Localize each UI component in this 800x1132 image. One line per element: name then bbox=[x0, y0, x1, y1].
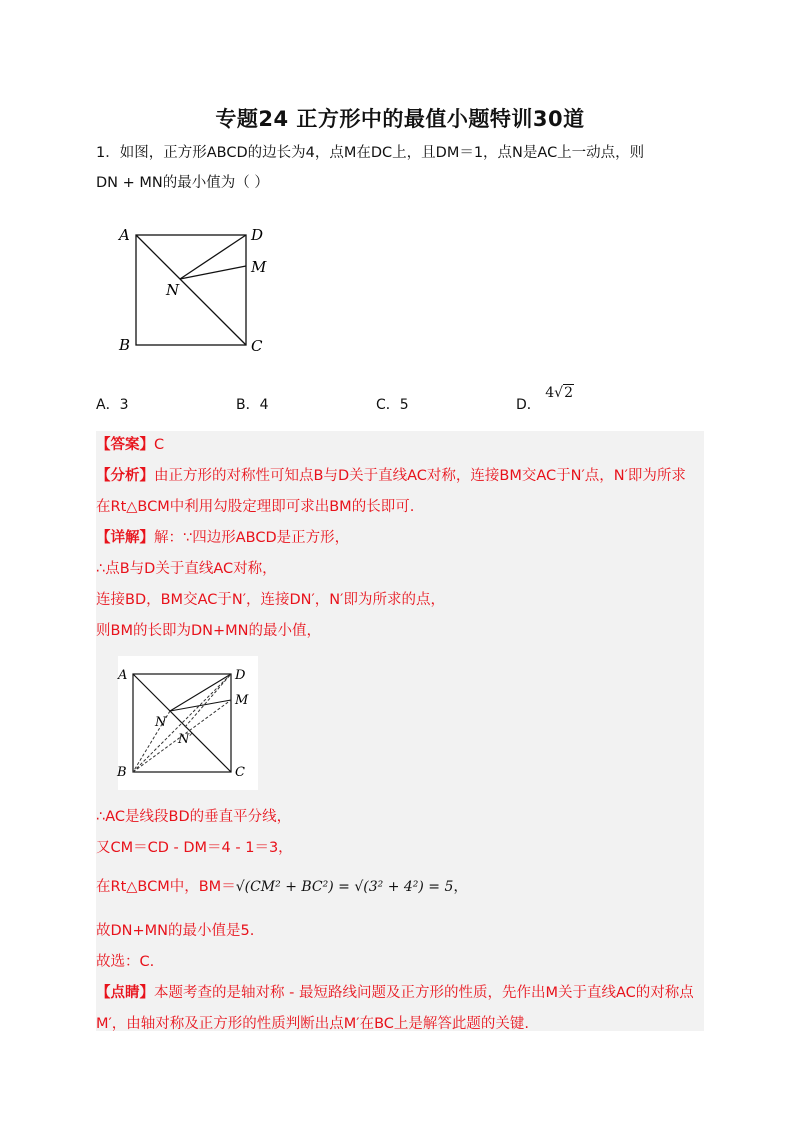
segment-dn-prime-dashed bbox=[185, 674, 231, 727]
label-c-2: C bbox=[235, 765, 245, 780]
bm-suffix: ， bbox=[453, 879, 468, 895]
option-b-key: B． bbox=[236, 397, 260, 413]
option-b-value: 4 bbox=[259, 397, 269, 413]
analysis-tag: 【分析】 bbox=[96, 468, 154, 484]
answer-value: C bbox=[154, 437, 165, 453]
comment-text-1: 本题考查的是轴对称 - 最短路线问题及正方形的性质，先作出M关于直线AC的对称点 bbox=[154, 985, 694, 1001]
comment-line-1 bbox=[96, 982, 694, 1004]
option-c-value: 5 bbox=[399, 397, 409, 413]
option-d-key: D． bbox=[516, 397, 541, 413]
label-n-prime: N′ bbox=[178, 732, 193, 747]
option-d-value bbox=[545, 385, 574, 401]
detail-line-3: 连接BD，BM交AC于N′，连接DN′，N′即为所求的点， bbox=[96, 592, 445, 608]
label-a: A bbox=[119, 226, 130, 244]
answer-tag: 【答案】 bbox=[96, 437, 154, 453]
question-stem-line-2: DN + MN的最小值为（ ） bbox=[96, 175, 269, 191]
option-a-value: 3 bbox=[119, 397, 129, 413]
analysis-line-2: 在Rt△BCM中利用勾股定理即可求出BM的长即可. bbox=[96, 499, 415, 515]
after-line-3 bbox=[96, 876, 468, 898]
comment-line-2: M′，由轴对称及正方形的性质判断出点M′在BC上是解答此题的关键. bbox=[96, 1016, 530, 1032]
option-c[interactable] bbox=[376, 394, 409, 414]
page-title: 专题24 正方形中的最值小题特训30道 bbox=[215, 107, 585, 131]
label-b: B bbox=[119, 336, 131, 354]
square-figure-2 bbox=[112, 660, 262, 788]
label-b-2: B bbox=[117, 765, 127, 780]
option-b[interactable] bbox=[236, 394, 269, 414]
label-c: C bbox=[251, 337, 263, 355]
label-d-2: D bbox=[235, 668, 246, 683]
label-m-2: M bbox=[235, 693, 249, 708]
option-a-key: A． bbox=[96, 397, 120, 413]
label-n-2: N bbox=[155, 715, 167, 730]
bm-prefix: 在Rt△BCM中，BM＝ bbox=[96, 879, 236, 895]
analysis-line-1 bbox=[96, 465, 686, 487]
detail-text-1: 解：∵四边形ABCD是正方形， bbox=[154, 530, 350, 546]
sqrt-sign: √ bbox=[554, 385, 564, 401]
option-d-radicand: 2 bbox=[564, 385, 573, 401]
detail-line-1 bbox=[96, 527, 349, 549]
diagonal-ac bbox=[136, 235, 246, 345]
question-stem-line-1: 1．如图，正方形ABCD的边长为4，点M在DC上，且DM＝1，点N是AC上一动点，则 bbox=[96, 145, 645, 161]
choice-line: 故选：C. bbox=[96, 954, 155, 970]
comment-tag: 【点睛】 bbox=[96, 985, 154, 1001]
option-d[interactable] bbox=[516, 385, 574, 414]
label-a-2: A bbox=[118, 668, 128, 683]
detail-line-4: 则BM的长即为DN+MN的最小值， bbox=[96, 623, 321, 639]
after-line-2: 又CM＝CD - DM＝4 - 1＝3， bbox=[96, 840, 293, 856]
analysis-text-1: 由正方形的对称性可知点B与D关于直线AC对称，连接BM交AC于N′点，N′即为所求 bbox=[154, 468, 686, 484]
answer-line bbox=[96, 434, 164, 456]
option-d-coef: 4 bbox=[545, 385, 555, 401]
label-m: M bbox=[251, 258, 267, 276]
option-a[interactable] bbox=[96, 394, 129, 414]
option-c-key: C． bbox=[376, 397, 400, 413]
square-figure-1 bbox=[110, 220, 280, 360]
detail-line-2: ∴点B与D关于直线AC对称， bbox=[96, 561, 277, 577]
after-line-4: 故DN+MN的最小值是5. bbox=[96, 923, 255, 939]
label-d: D bbox=[251, 226, 264, 244]
bm-formula: √(CM² + BC²) = √(3² + 4²) = 5 bbox=[235, 879, 454, 895]
detail-tag: 【详解】 bbox=[96, 530, 154, 546]
label-n: N bbox=[166, 281, 180, 299]
after-line-1: ∴AC是线段BD的垂直平分线， bbox=[96, 809, 292, 825]
